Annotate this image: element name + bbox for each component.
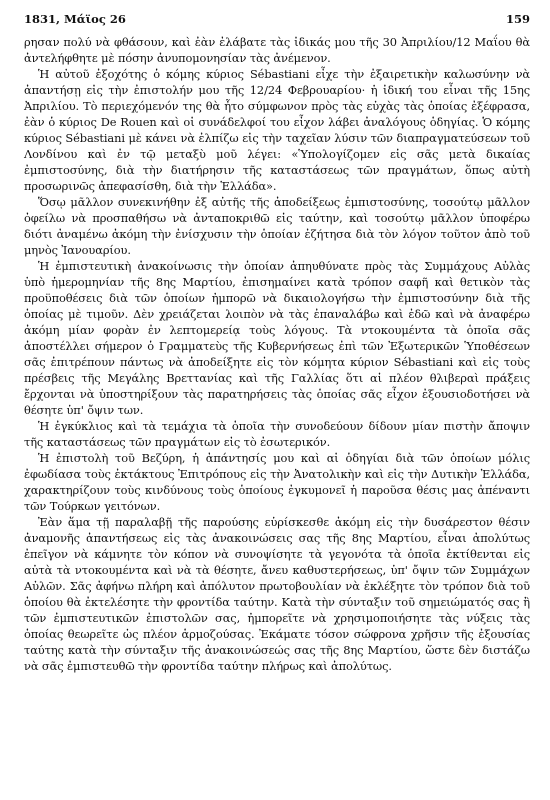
paragraph-2: Ἡ αὐτοῦ ἐξοχότης ὁ κόμης κύριος Sébastiani εἶχε τὴν ἐξαιρετικὴν καλωσύνην νὰ ἀπαντήσῃ εἰς τὴν ἐπιστολήν μου τῆς 12/24 Φεβρουαρίου· ἡ ἰδική του εἶναι τῆς 15ης Ἀπριλίου. Τὸ περιεχόμενόν της θὰ ἦτο σύμφωνον πρὸς τὰς εὐχὰς τὰς ὁποίας ἐξέφρασα, ἐὰν ὁ κύριος De Rouen καὶ οἱ συνάδελφοί του εἶχον λάβει ἀναλόγους ὁδηγίας. Ὁ κόμης κύριος Sébastiani μὲ κάνει νὰ ἐλπίζω εἰς τὴν ταχεῖαν λύσιν τῶν διαπραγματεύσεων τοῦ Λονδίνου καὶ ἐν τῷ μεταξὺ μοῦ λέγει: «Ὑπολογίζομεν εἰς σᾶς μετὰ δικαίας ἐμπιστοσύνης, διὰ τὴν διατήρησιν τῆς καταστάσεως τῶν πραγμάτων, ὅπως αὐτὴ προσωρινῶς ἀπεφασίσθη, διὰ τὴν Ἑλλάδα».: [24, 67, 530, 193]
paragraph-7: Ἐὰν ἅμα τῇ παραλαβῇ τῆς παρούσης εὑρίσκεσθε ἀκόμη εἰς τὴν δυσάρεστον θέσιν ἀναμονῆς ἀπαντήσεως εἰς τὰς ἀνακοινώσεις σας τῆς 8ης Μαρτίου, εἶναι ἀπολύτως ἐπεῖγον νὰ κάμνητε τὸν κόπον νὰ συνοψίσητε τὰ γεγονότα τὰ ὁποῖα ἐκτίθενται εἰς αὐτὰ τὰ ντοκουμέντα καὶ νὰ τὰ θέσητε, ἄνευ καθυστερήσεως, ὑπ' ὄψιν τῶν Συμμάχων Αὐλῶν. Σᾶς ἀφήνω πλήρη καὶ ἀπόλυτον πρωτοβουλίαν νὰ ἐκλέξητε τὸν τρόπον διὰ τοῦ ὁποίου θὰ ἐκτελέσητε τὴν φροντίδα ταύτην. Κατὰ τὴν σύνταξιν τοῦ σημειώματός σας ἢ τῶν ἐμπιστευτικῶν ἐπιστολῶν σας, ἠμπορεῖτε νὰ χρησιμοποιήσητε τὰς νύξεις τὰς ὁποίας θεωρεῖτε ὡς πλέον ἁρμοζούσας. Ἐκάματε τόσον σώφρονα χρῆσιν τῆς ἐξουσίας ταύτης κατὰ τὴν σύνταξιν τῆς ἀνακοινώσεώς σας τῆς 8ης Μαρτίου, ὥστε δὲν διστάζω νὰ σᾶς ἐμπιστευθῶ τὴν φροντίδα ταύτην πλήρως καὶ ἀπολύτως.: [24, 515, 530, 673]
paragraph-3: Ὅσῳ μᾶλλον συνεκινήθην ἐξ αὐτῆς τῆς ἀποδείξεως ἐμπιστοσύνης, τοσούτῳ μᾶλλον ὀφείλω νὰ προσπαθήσω νὰ ἀνταποκριθῶ εἰς ταύτην, καὶ τοσούτῳ μᾶλλον ὑποφέρω διότι ἀναμένω ἀκόμη τὴν ἐνίσχυσιν τὴν ὁποίαν ἐζήτησα διὰ τὸν λόγον τοῦτον ἀπὸ τοῦ μηνὸς Ἰανουαρίου.: [24, 195, 530, 257]
page-header: [24, 12, 530, 26]
paragraph-1: ρησαν πολύ νὰ φθάσουν, καὶ ἐὰν ἐλάβατε τὰς ἰδικάς μου τῆς 30 Ἀπριλίου/12 Μαΐου θὰ ἀντελήφθητε μὲ πόσην ἀνυπομονησίαν τὰς ἀνέμενον.: [24, 35, 530, 65]
paragraph-5: Ἡ ἐγκύκλιος καὶ τὰ τεμάχια τὰ ὁποῖα τὴν συνοδεύουν δίδουν μίαν πιστὴν ἄποψιν τῆς καταστάσεως τῶν πραγμάτων εἰς τὸ ἐσωτερικόν.: [24, 419, 530, 449]
paragraph-6: Ἡ ἐπιστολὴ τοῦ Βεζύρη, ἡ ἀπάντησίς μου καὶ αἱ ὁδηγίαι διὰ τῶν ὁποίων μόλις ἐφωδίασα τοὺς ἐκτάκτους Ἐπιτρόπους εἰς τὴν Ἀνατολικὴν καὶ εἰς τὴν Δυτικὴν Ἑλλάδα, χαρακτηρίζουν τοὺς κινδύνους τοὺς ὁποίους ἐγκυμονεῖ ἡ παροῦσα θέσις μας ἀπέναντι τῶν Τούρκων γειτόνων.: [24, 451, 530, 513]
page-number: 159: [505, 12, 530, 26]
body-text: [24, 34, 530, 674]
paragraph-4: Ἡ ἐμπιστευτικὴ ἀνακοίνωσις τὴν ὁποίαν ἀπηυθύνατε πρὸς τὰς Συμμάχους Αὐλὰς ὑπὸ ἡμερομηνίαν τῆς 8ης Μαρτίου, ἐπισημαίνει κατὰ τρόπον σαφῆ καὶ θετικὸν τὰς προϋποθέσεις διὰ τῶν ὁποίων ἠμπορῶ νὰ δικαιολογήσω τὴν ἐμπιστοσύνην διὰ τῆς ὁποίας μὲ τιμοῦν. Δὲν χρειάζεται λοιπὸν νὰ τὰς ἐπαναλάβω καὶ ἐδῶ καὶ νὰ ἀναφέρω ἀκόμη μίαν φορὰν ἐν λεπτομερείᾳ τοὺς λόγους. Τὰ ντοκουμέντα τὰ ὁποῖα σᾶς ἀποστέλλει σήμερον ὁ Γραμματεὺς τῆς Κυβερνήσεως ἐπὶ τῶν Ἐξωτερικῶν Ὑποθέσεων σᾶς ἐπιτρέπουν πάντως νὰ ἀποδείξητε εἰς τὸν κόμητα κύριον Sébastiani καὶ εἰς τοὺς πρέσβεις τῆς Μεγάλης Βρεττανίας καὶ τῆς Γαλλίας ὅτι αἱ πλέον θλιβεραὶ πράξεις ἔρχονται νὰ ὑποστηρίξουν τὰς παρατηρήσεις τὰς ὁποίας σᾶς εἶχον ἐξουσιοδοτήσει νὰ θέσητε ὑπ' ὄψιν των.: [24, 259, 530, 417]
header-date: 1831, Μάϊος 26: [24, 12, 126, 26]
